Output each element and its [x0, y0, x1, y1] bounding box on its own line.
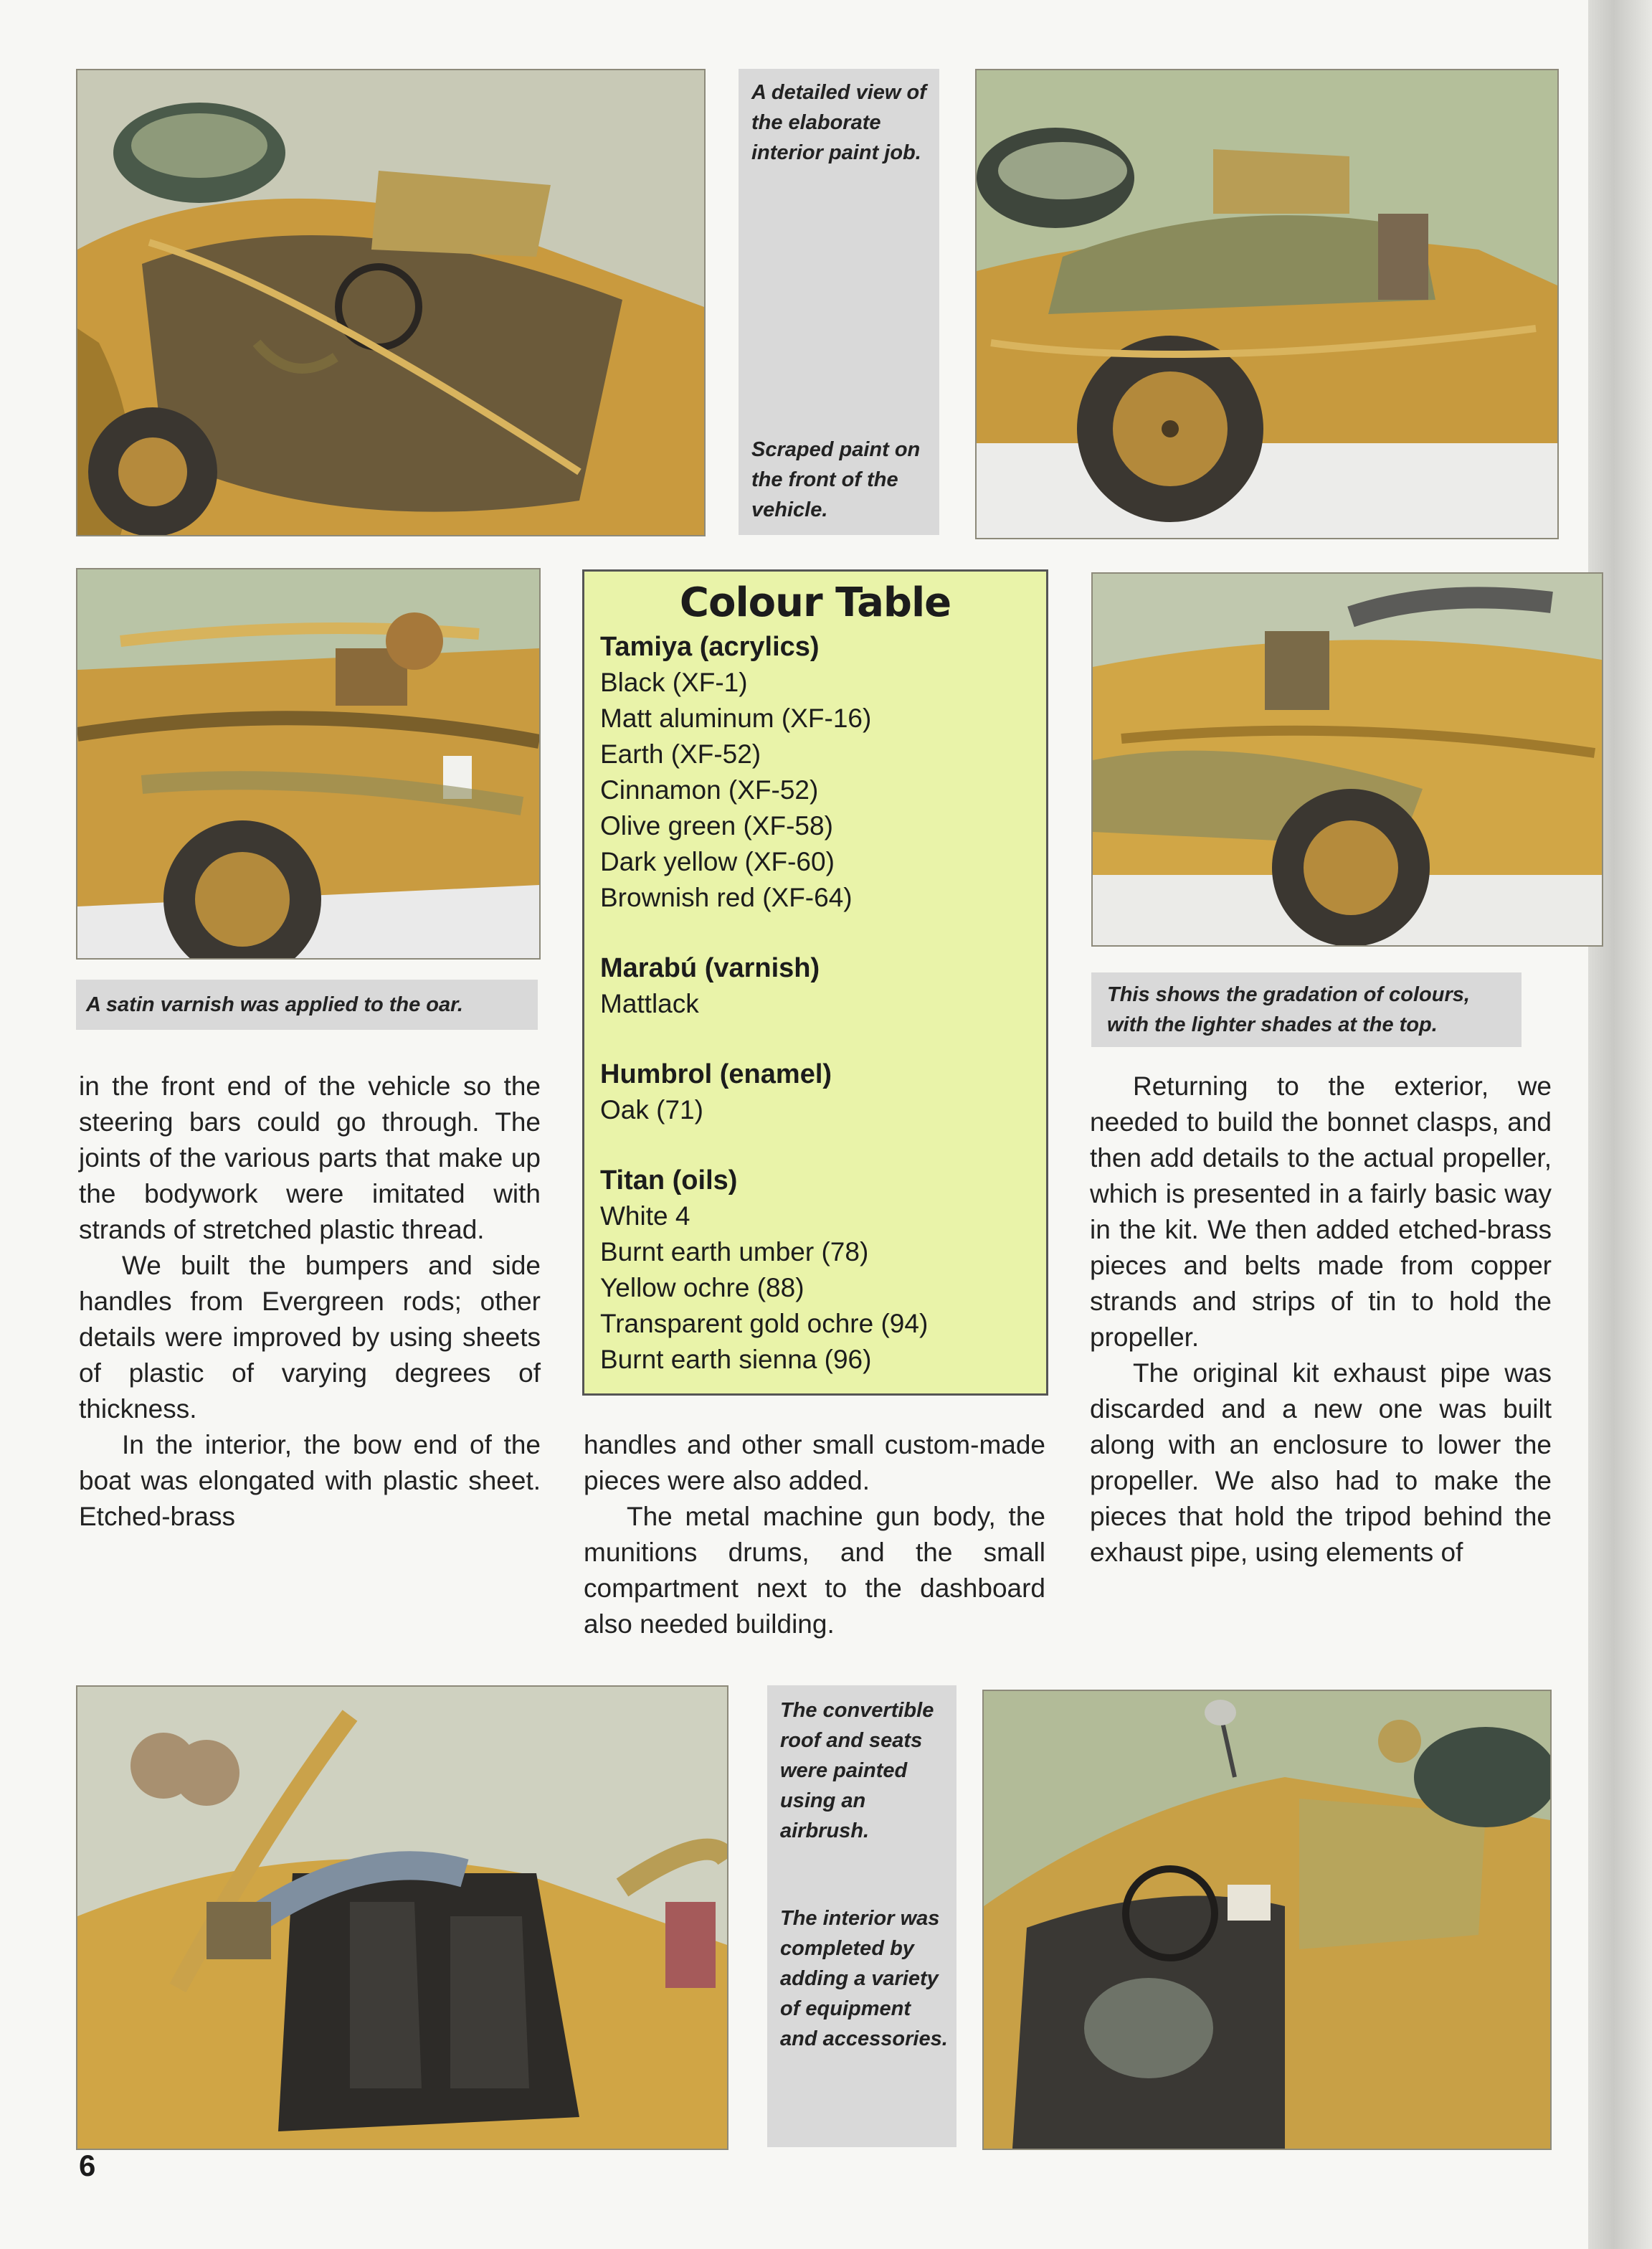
caption-satin-varnish: A satin varnish was applied to the oar. — [86, 993, 463, 1016]
colour-group-titan — [600, 1163, 1030, 1378]
colour-item: Transparent gold ochre (94) — [600, 1309, 929, 1338]
colour-item: White 4 — [600, 1201, 690, 1231]
colour-item: Burnt earth sienna (96) — [600, 1345, 872, 1374]
colour-group-heading: Marabú (varnish) — [600, 953, 820, 983]
colour-item: Earth (XF-52) — [600, 739, 761, 769]
photo-oar-side — [76, 568, 541, 960]
text-column-right — [1090, 1069, 1552, 1571]
caption-scraped-paint: Scraped paint on the front of the vehicle. — [751, 438, 921, 521]
paragraph: The metal machine gun body, the munitions drums, and the small compartment next to the dashboard also needed building. — [584, 1502, 1045, 1639]
caption-interior-completed: The interior was completed by adding a variety of equipment and accessories. — [780, 1907, 948, 2050]
caption-convertible-roof: The convertible roof and seats were painted using an airbrush. — [780, 1699, 934, 1842]
colour-group-humbrol — [600, 1056, 1030, 1128]
photo-dashboard-interior — [982, 1690, 1552, 2150]
colour-group-heading: Humbrol (enamel) — [600, 1059, 832, 1089]
caption-gradation: This shows the gradation of colours, with the lighter shades at the top. — [1107, 983, 1470, 1036]
colour-item: Dark yellow (XF-60) — [600, 847, 835, 876]
colour-item: Brownish red (XF-64) — [600, 883, 853, 912]
caption-box-mid-left — [76, 980, 538, 1030]
page-edge — [1588, 0, 1652, 2249]
text-column-left — [79, 1069, 541, 1535]
page-number: 6 — [79, 2149, 96, 2182]
paragraph: in the front end of the vehicle so the steering bars could go through. The joints of the various parts that make up the bodywork were imitated with strands of stretched plastic thread. — [79, 1071, 541, 1244]
caption-box-mid-right — [1091, 972, 1522, 1047]
colour-item: Burnt earth umber (78) — [600, 1237, 869, 1266]
colour-group-heading: Tamiya (acrylics) — [600, 632, 820, 662]
colour-item: Oak (71) — [600, 1095, 703, 1124]
photo-convertible-roof — [76, 1685, 728, 2150]
colour-group-heading: Titan (oils) — [600, 1165, 738, 1195]
colour-group-tamiya — [600, 629, 1030, 916]
paragraph: We built the bumpers and side handles from Evergreen rods; other details were improved by using sheets of plastic of varying degrees of thickness. — [79, 1251, 541, 1424]
caption-box-top — [739, 69, 939, 535]
colour-item: Mattlack — [600, 989, 699, 1018]
colour-table — [582, 569, 1048, 1396]
photo-interior-overview — [76, 69, 706, 536]
caption-box-bottom — [767, 1685, 956, 2147]
caption-interior-view: A detailed view of the elaborate interior paint job. — [751, 81, 926, 164]
text-column-center — [584, 1427, 1045, 1642]
colour-group-marabu — [600, 950, 1030, 1022]
paragraph: The original kit exhaust pipe was discarded and a new one was built along with an enclosure to lower the propeller. We also had to make the pieces that hold the tripod behind the exhaust pipe, using elements of — [1090, 1358, 1552, 1567]
paragraph: Returning to the exterior, we needed to build the bonnet clasps, and then add details to the actual propeller, which is presented in a fairly basic way in the kit. We then added etched-brass pieces and belts made from copper strands and strips of tin to hold the propeller. — [1090, 1071, 1552, 1352]
photo-colour-gradation — [1091, 572, 1603, 947]
colour-item: Cinnamon (XF-52) — [600, 775, 819, 805]
paragraph: In the interior, the bow end of the boat was elongated with plastic sheet. Etched-brass — [79, 1430, 541, 1531]
colour-table-title: Colour Table — [679, 579, 951, 626]
photo-front-vehicle — [975, 69, 1559, 539]
colour-item: Yellow ochre (88) — [600, 1273, 804, 1302]
colour-item: Black (XF-1) — [600, 668, 748, 697]
paragraph: handles and other small custom-made pieces were also added. — [584, 1430, 1045, 1495]
colour-item: Olive green (XF-58) — [600, 811, 833, 841]
colour-item: Matt aluminum (XF-16) — [600, 704, 872, 733]
